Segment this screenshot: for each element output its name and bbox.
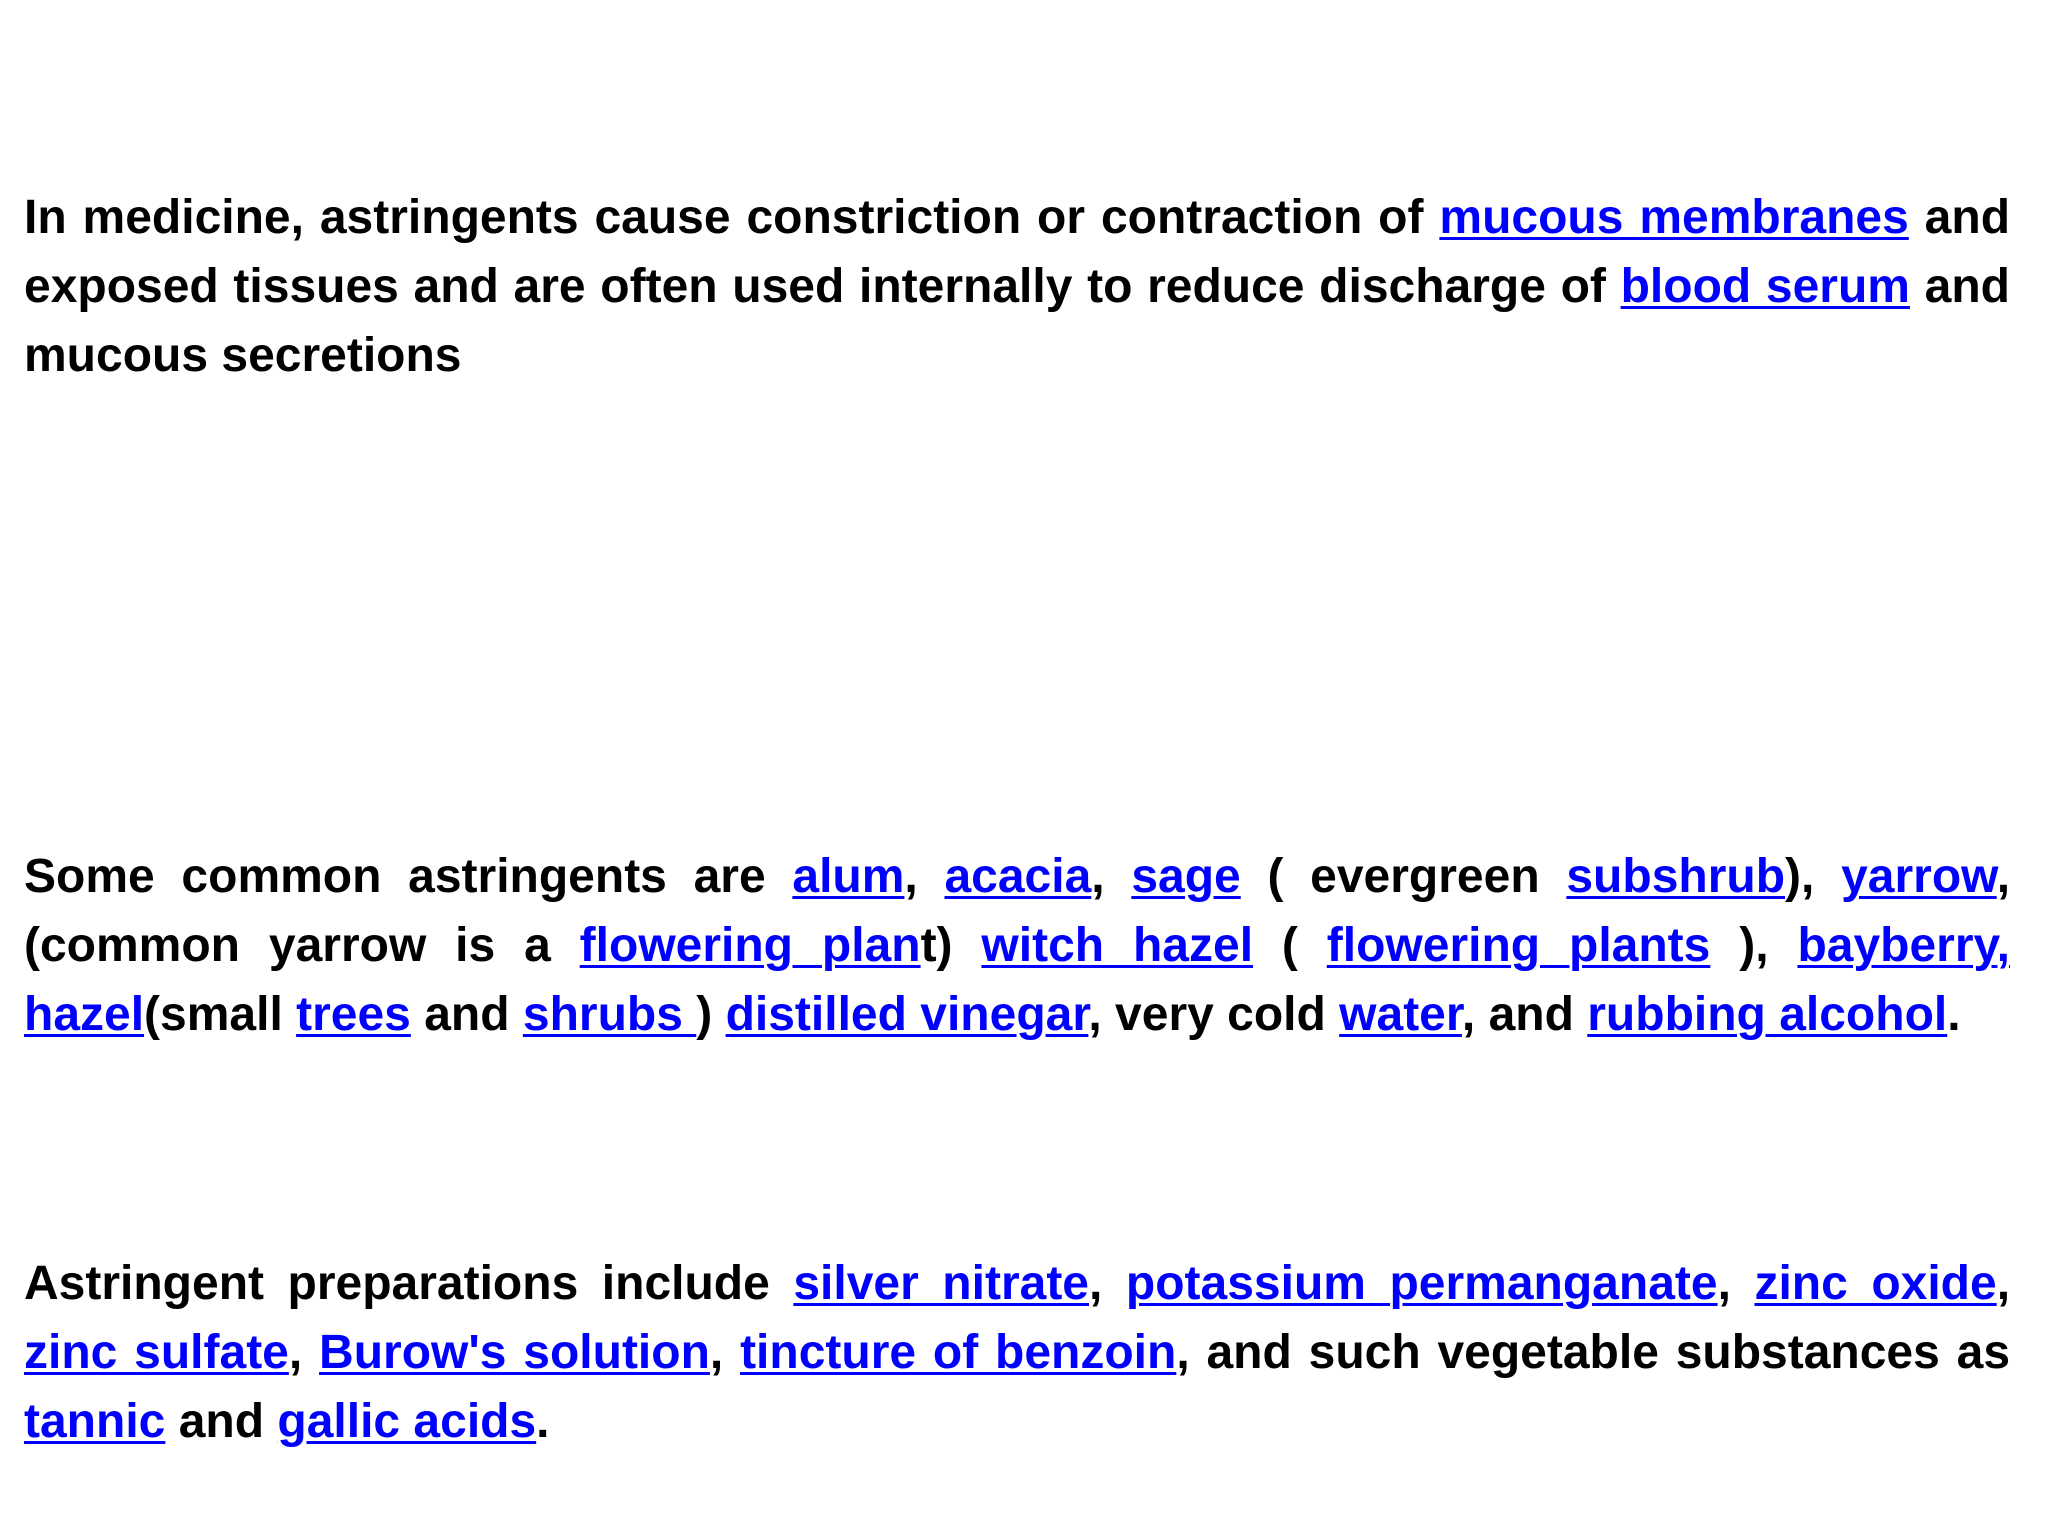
link-flowering-plants[interactable]: flowering plants: [1326, 919, 1711, 972]
link-tincture-of-benzoin[interactable]: tincture of benzoin: [740, 1326, 1177, 1379]
link-yarrow[interactable]: yarrow: [1841, 850, 1997, 903]
text-run: ( evergreen: [1240, 850, 1567, 903]
text-run: ,: [1996, 1257, 2011, 1310]
text-run: t): [920, 919, 982, 972]
link-rubbing-alcohol[interactable]: rubbing alcohol: [1587, 988, 1948, 1041]
text-run: ,: [1717, 1257, 1755, 1310]
link-acacia[interactable]: acacia: [944, 850, 1092, 903]
link-trees[interactable]: trees: [296, 988, 411, 1041]
link-flowering-plant[interactable]: flowering plan: [579, 919, 921, 972]
text-run: and mucous secretions: [24, 260, 2011, 382]
link-zinc-oxide[interactable]: zinc oxide: [1754, 1257, 1997, 1310]
link-zinc-sulfate[interactable]: zinc sulfate: [24, 1326, 289, 1379]
text-run: (small: [144, 988, 297, 1041]
text-run: In medicine, astringents cause constriction or contraction of: [24, 191, 1440, 244]
text-run: ,: [904, 850, 945, 903]
link-tannic[interactable]: tannic: [24, 1395, 166, 1448]
text-run: and exposed tissues and are often used internally to reduce discharge of: [24, 191, 2011, 313]
text-run: and: [410, 988, 523, 1041]
paragraph-astringents-definition: [24, 183, 2010, 390]
link-water[interactable]: water: [1339, 988, 1462, 1041]
text-run: ): [696, 988, 726, 1041]
link-potassium-permanganate[interactable]: potassium permanganate: [1125, 1257, 1718, 1310]
link-witch-hazel[interactable]: witch hazel: [981, 919, 1254, 972]
text-run: ),: [1785, 850, 1842, 903]
text-run: , and: [1461, 988, 1588, 1041]
text-run: ,(common yarrow is a: [24, 850, 2011, 972]
link-silver-nitrate[interactable]: silver nitrate: [793, 1257, 1090, 1310]
text-run: , and such vegetable substances as: [1176, 1326, 2011, 1379]
link-burows-solution[interactable]: Burow's solution: [319, 1326, 710, 1379]
text-run: ,: [709, 1326, 741, 1379]
text-run: Some common astringents are: [24, 850, 793, 903]
link-bayberry[interactable]: bayberry: [1797, 919, 1997, 972]
link-hazel[interactable]: , hazel: [24, 919, 2010, 1041]
link-distilled-vinegar[interactable]: distilled vinegar: [725, 988, 1089, 1041]
paragraph-astringent-preparations: [24, 1249, 2010, 1456]
text-run: ),: [1710, 919, 1798, 972]
link-gallic-acids[interactable]: gallic acids: [277, 1395, 537, 1448]
text-run: ,: [288, 1326, 320, 1379]
link-mucous-membranes[interactable]: mucous membranes: [1439, 191, 1909, 244]
text-run: and: [165, 1395, 278, 1448]
text-run: ,: [1091, 850, 1132, 903]
text-run: Astringent preparations include: [24, 1257, 794, 1310]
paragraph-common-astringents: [24, 842, 2010, 1049]
link-sage[interactable]: sage: [1131, 850, 1241, 903]
text-run: .: [1947, 988, 1961, 1041]
link-subshrub[interactable]: subshrub: [1566, 850, 1786, 903]
text-run: (: [1253, 919, 1327, 972]
text-run: ,: [1089, 1257, 1126, 1310]
link-blood-serum[interactable]: blood serum: [1620, 260, 1910, 313]
link-shrubs[interactable]: shrubs: [522, 988, 697, 1041]
text-run: .: [536, 1395, 550, 1448]
link-alum[interactable]: alum: [792, 850, 905, 903]
text-run: , very cold: [1088, 988, 1340, 1041]
